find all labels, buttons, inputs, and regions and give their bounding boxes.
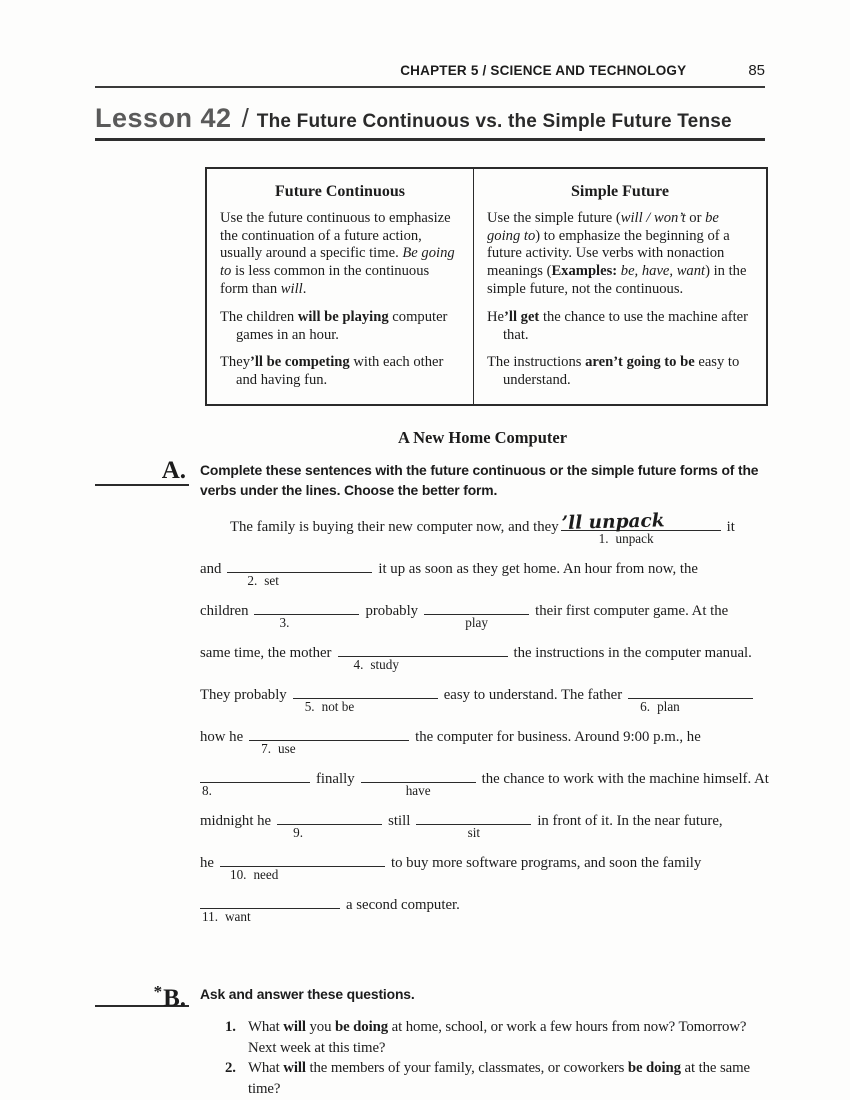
blank-verb: need [253, 867, 279, 883]
blank-number: 4. [353, 657, 364, 673]
fill-blank-9[interactable] [277, 810, 382, 841]
fill-blank-3b[interactable] [424, 600, 529, 631]
fill-blank-6[interactable] [628, 684, 753, 715]
blank-verb: unpack [615, 531, 654, 547]
grammar-example: He’ll get the chance to use the machine after that. [487, 308, 748, 343]
blank-verb: sit [467, 825, 481, 841]
section-a-label: A. [95, 455, 189, 486]
fill-blank-8[interactable] [200, 768, 310, 799]
exercise-line-4 [200, 642, 765, 684]
question-number: 1. [225, 1019, 236, 1036]
sentence-text: their first computer game. At the [535, 603, 729, 620]
page-number: 85 [748, 62, 765, 79]
sentence-text: finally [316, 771, 355, 788]
blank-verb: have [405, 783, 431, 799]
section-b [153, 982, 765, 1099]
exercise-line-9 [200, 852, 765, 894]
lesson-heading [95, 103, 765, 134]
exercise-line-1 [200, 510, 765, 558]
grammar-box-right-heading: Simple Future [571, 183, 669, 200]
sentence-text: same time, the mother [200, 645, 332, 662]
exercise-line-7 [200, 768, 769, 810]
blank-verb: study [370, 657, 399, 673]
exercise-line-6 [200, 726, 765, 768]
fill-blank-11[interactable] [200, 894, 340, 925]
header-rule [95, 86, 765, 88]
blank-verb: use [278, 741, 296, 757]
blank-verb: not be [321, 699, 355, 715]
section-b-star: * [153, 982, 163, 1002]
sentence-text: probably [365, 603, 419, 620]
blank-number: 10. [229, 867, 247, 883]
sentence-text: to buy more software programs, and soon the family [390, 855, 702, 872]
grammar-example: The instructions aren’t going to be easy to understand. [487, 354, 740, 389]
fill-blank-2[interactable] [227, 558, 372, 589]
blank-number: 8. [202, 783, 212, 799]
blank-number: 3. [279, 615, 290, 631]
question-text: What will you be doing at home, school, or work a few hours from now? Tomorrow? Next week at this time? [248, 1019, 747, 1056]
grammar-example: The children will be playing computer games in an hour. [220, 308, 448, 343]
exercise-line-2 [200, 558, 765, 600]
sentence-text: it up as soon as they get home. An hour from now, the [378, 561, 698, 578]
exercise-line-10 [200, 894, 765, 936]
sentence-text: a second computer. [346, 897, 460, 914]
question-text: What will the members of your family, classmates, or coworkers be doing at the same time? [248, 1060, 750, 1097]
running-head [95, 62, 765, 79]
exercise-body [200, 510, 769, 936]
blank-verb: set [264, 573, 279, 589]
fill-blank-10[interactable] [220, 852, 385, 883]
exercise-line-3 [200, 600, 765, 642]
sentence-text: it [726, 519, 735, 536]
sentence-text: still [388, 813, 411, 830]
sentence-text: how he [200, 729, 244, 746]
fill-blank-4[interactable] [338, 642, 508, 673]
question-number: 2. [225, 1060, 236, 1077]
grammar-box-left-paragraph: Use the future continuous to emphasize the continuation of a future action, usually around a specific time. Be going to is less common in the continuous form than will. [220, 209, 455, 297]
section-a [161, 456, 765, 500]
blank-verb: want [225, 909, 251, 925]
sentence-text: midnight he [200, 813, 272, 830]
blank-number: 11. [202, 909, 218, 925]
exercise-line-8 [200, 810, 765, 852]
lesson-number: Lesson 42 [95, 103, 232, 133]
exercise-title: A New Home Computer [397, 427, 568, 447]
section-b-instructions: Ask and answer these questions. [200, 986, 415, 1003]
sentence-text: the instructions in the computer manual. [513, 645, 752, 662]
grammar-box-left-heading: Future Continuous [275, 183, 405, 200]
sentence-text: the computer for business. Around 9:00 p.m., he [415, 729, 701, 746]
grammar-box-future-continuous [207, 169, 473, 404]
blank-number: 6. [640, 699, 651, 715]
blank-verb: plan [657, 699, 680, 715]
sentence-text: easy to understand. The father [443, 687, 623, 704]
lesson-separator: / [241, 103, 249, 133]
blank-number: 7. [261, 741, 272, 757]
blank-number: 1. [598, 531, 609, 547]
sentence-text: The family is buying their new computer now, and they [230, 519, 559, 536]
sentence-text: They probably [200, 687, 287, 704]
blank-number: 9. [293, 825, 303, 841]
fill-blank-8b[interactable] [361, 768, 476, 799]
sentence-text: children [200, 603, 249, 620]
blank-verb: play [465, 615, 488, 631]
blank-number: 2. [247, 573, 258, 589]
handwritten-answer: ’ll unpack [561, 510, 665, 535]
question-list [225, 1017, 765, 1099]
sentence-text: the chance to work with the machine himself. At [481, 771, 769, 788]
fill-blank-7[interactable] [249, 726, 409, 757]
lesson-title: The Future Continuous vs. the Simple Future Tense [256, 111, 732, 132]
question-1 [225, 1017, 765, 1058]
grammar-box-simple-future [473, 169, 766, 404]
sentence-text: and [200, 561, 222, 578]
fill-blank-1[interactable] [561, 510, 721, 547]
lesson-rule [95, 138, 765, 141]
blank-number: 5. [304, 699, 315, 715]
fill-blank-9b[interactable] [416, 810, 531, 841]
section-a-instructions: Complete these sentences with the future continuous or the simple future forms of the verbs under the lines. Choose the better form. [200, 461, 759, 498]
sentence-text: in front of it. In the near future, [537, 813, 723, 830]
question-2 [225, 1058, 765, 1099]
grammar-box-right-paragraph: Use the simple future (will / won’t or be going to) to emphasize the beginning of a future activity. Use verbs with nonaction meanings (Examples: be, have, want) in the simple future, not the continuous. [487, 209, 747, 297]
exercise-line-5 [200, 684, 765, 726]
section-b-label [95, 976, 189, 1013]
grammar-example: They’ll be competing with each other and having fun. [220, 354, 444, 389]
grammar-box [205, 167, 768, 406]
fill-blank-5[interactable] [293, 684, 438, 715]
section-b-letter: B. [163, 985, 186, 1013]
sentence-text: he [200, 855, 214, 872]
fill-blank-3a[interactable] [254, 600, 359, 631]
chapter-heading: CHAPTER 5 / SCIENCE AND TECHNOLOGY [400, 63, 687, 78]
